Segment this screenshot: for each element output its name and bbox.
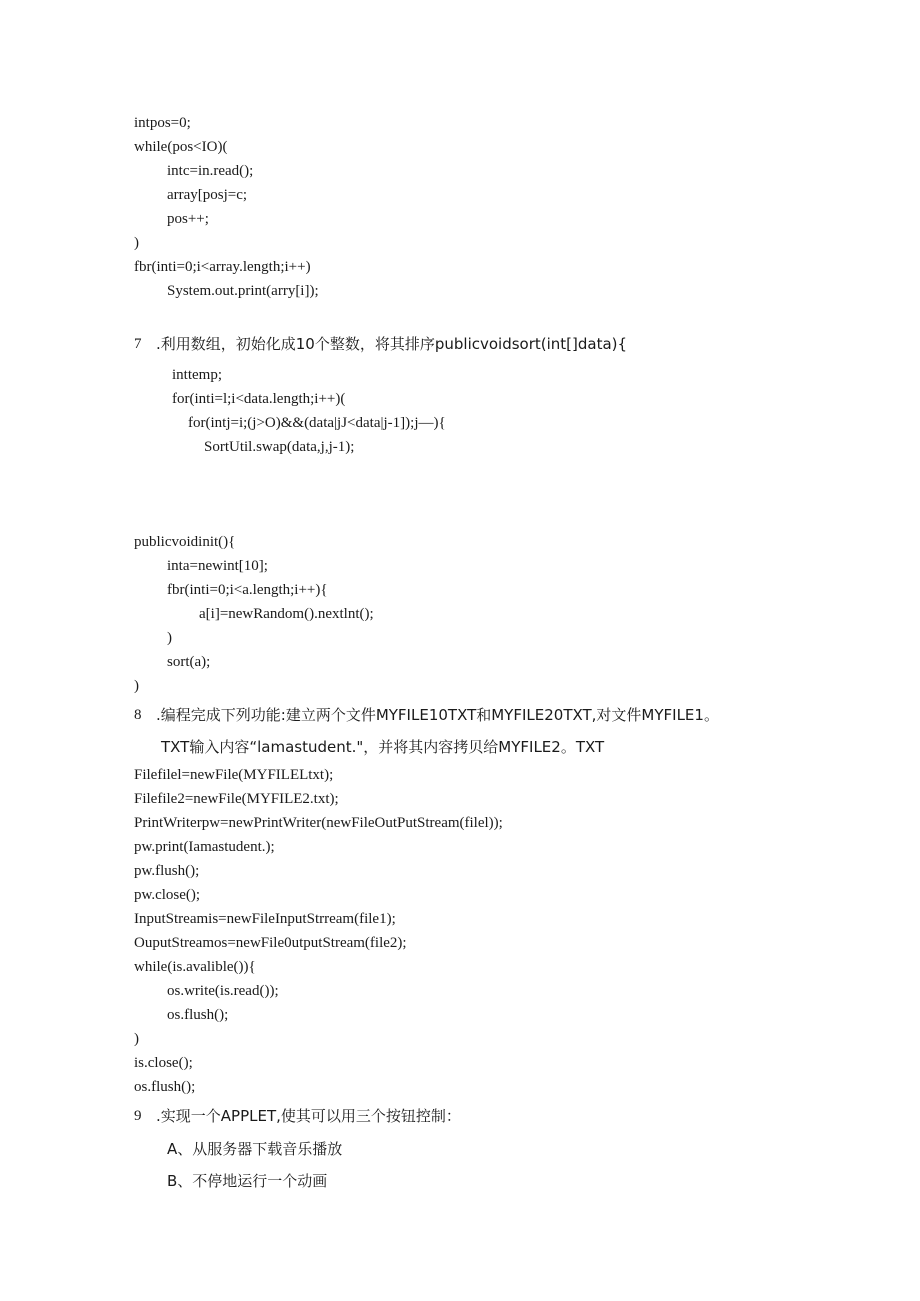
code-line: )	[134, 678, 139, 694]
question-9-option-b: B、不停地运行一个动画	[167, 1172, 328, 1190]
code-line: SortUtil.swap(data,j,j-1);	[204, 439, 355, 455]
question-7-text: .利用数组，初始化成10个整数，将其排序publicvoidsort(int[]data){	[156, 335, 628, 353]
question-8-text: .编程完成下列功能:建立两个文件MYFILE10TXT和MYFILE20TXT,对文件MYFILE1。	[156, 706, 719, 724]
code-line: InputStreamis=newFileInputStrream(file1);	[134, 911, 396, 927]
code-line: a[i]=newRandom().nextlnt();	[199, 606, 374, 622]
code-line: os.flush();	[167, 1007, 229, 1023]
code-line: os.write(is.read());	[167, 983, 279, 999]
question-9-option-a: A、从服务器下载音乐播放	[167, 1140, 343, 1158]
code-line: Filefilel=newFile(MYFILELtxt);	[134, 767, 334, 783]
code-line: OuputStreamos=newFile0utputStream(file2);	[134, 935, 407, 951]
question-8-text-continued: TXT输入内容“lamastudent."，并将其内容拷贝给MYFILE2。TXT	[161, 738, 605, 756]
code-line: array[posj=c;	[167, 187, 248, 203]
code-line: )	[167, 630, 172, 646]
question-7-number: 7	[134, 336, 142, 352]
code-line: pw.close();	[134, 887, 201, 903]
code-line: )	[134, 1031, 139, 1047]
code-line: fbr(inti=0;i<a.length;i++){	[167, 582, 328, 598]
code-line: pw.flush();	[134, 863, 200, 879]
code-line: pw.print(Iamastudent.);	[134, 839, 275, 855]
code-line: intpos=0;	[134, 115, 191, 131]
code-line: for(inti=l;i<data.length;i++)(	[172, 391, 346, 407]
code-line: is.close();	[134, 1055, 193, 1071]
code-line: PrintWriterpw=newPrintWriter(newFileOutPutStream(filel));	[134, 815, 503, 831]
question-9-text: .实现一个APPLET,使其可以用三个按钮控制：	[156, 1107, 461, 1125]
code-line: fbr(inti=0;i<array.length;i++)	[134, 259, 311, 275]
code-line: while(pos<IO)(	[134, 139, 228, 155]
code-line: Filefile2=newFile(MYFILE2.txt);	[134, 791, 339, 807]
code-line: for(intj=i;(j>O)&&(data|jJ<data|j-1]);j—){	[188, 415, 446, 431]
code-line: inttemp;	[172, 367, 222, 383]
code-line: intc=in.read();	[167, 163, 254, 179]
code-line: )	[134, 235, 139, 251]
code-line: sort(a);	[167, 654, 211, 670]
code-line: System.out.print(arry[i]);	[167, 283, 319, 299]
code-line: while(is.avalible()){	[134, 959, 256, 975]
code-line: inta=newint[10];	[167, 558, 268, 574]
question-8-number: 8	[134, 707, 142, 723]
code-line: publicvoidinit(){	[134, 534, 236, 550]
code-line: os.flush();	[134, 1079, 196, 1095]
code-line: pos++;	[167, 211, 209, 227]
question-9-number: 9	[134, 1108, 142, 1124]
